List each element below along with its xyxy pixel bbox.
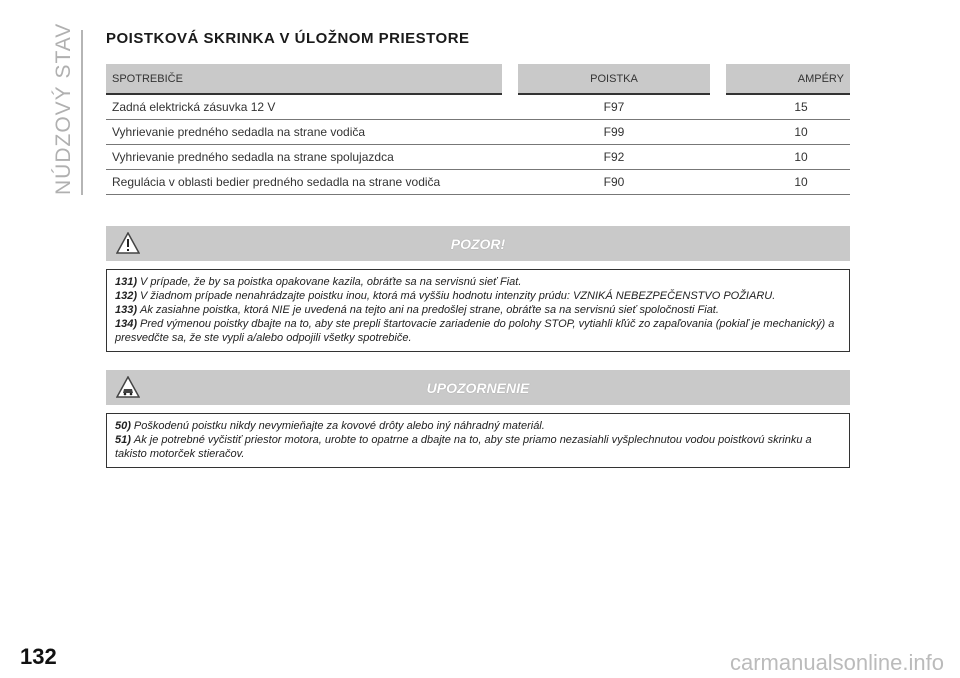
item-number: 132) [115,290,138,302]
item-number: 134) [115,318,138,330]
table-row [106,170,850,195]
consumer-cell: Vyhrievanie predného sedadla na strane vodiča [106,120,510,145]
notice-box [106,370,850,468]
table-row [106,120,850,145]
item-number: 131) [115,276,138,288]
item-text: V žiadnom prípade nenahrádzajte poistku inou, ktorá má vyššiu hodnotu intenzity prúdu: VZNIKÁ NEBEZPEČENSTVO POŽIARU. [140,290,776,302]
fuse-cell: F97 [510,94,718,120]
warning-header [106,226,850,261]
warning-triangle-icon [116,232,140,259]
notice-body [106,413,850,468]
notice-item [115,433,843,461]
ampere-cell: 10 [718,170,850,195]
column-header-amperes: AMPÉRY [718,64,850,94]
watermark: carmanualsonline.info [729,650,944,675]
ampere-cell: 10 [718,145,850,170]
table-header-row [106,64,850,94]
consumer-cell: Zadná elektrická zásuvka 12 V [106,94,510,120]
ampere-cell: 10 [718,120,850,145]
fuse-cell: F99 [510,120,718,145]
column-header-fuse: POISTKA [510,64,718,94]
fuse-cell: F92 [510,145,718,170]
fuse-cell: F90 [510,170,718,195]
warning-item [115,303,843,317]
notice-item [115,419,843,433]
warning-box [106,226,850,352]
item-number: 50) [115,420,131,432]
notice-title: UPOZORNENIE [426,379,530,396]
warning-item [115,289,843,303]
item-text: Pred výmenou poistky dbajte na to, aby ste prepli štartovacie zariadenie do polohy STOP, vytiahli kľúč zo zapaľovania (pokiaľ je mechanický) a presvedčte sa, že ste vypli a/alebo odpojili všetky spotrebiče. [115,318,835,344]
warning-body [106,269,850,352]
page-number: 132 [20,644,57,669]
notice-header [106,370,850,405]
chapter-label: NÚDZOVÝ STAV [52,22,75,195]
fuse-table [106,64,850,195]
table-row [106,145,850,170]
column-header-consumers: SPOTREBIČE [106,64,510,94]
item-text: Poškodenú poistku nikdy nevymieňajte za kovové drôty alebo iný náhradný materiál. [133,420,545,432]
table-row [106,94,850,120]
warning-item [115,275,843,289]
item-text: Ak je potrebné vyčistiť priestor motora, urobte to opatrne a dbajte na to, aby ste priamo nezasiahli vyšplechnutou vodou poistkovú skrinku a takisto motorček stieračov. [115,434,812,460]
warning-item [115,317,843,345]
car-warning-icon [116,376,140,403]
item-number: 133) [115,304,138,316]
item-text: V prípade, že by sa poistka opakovane kazila, obráťte sa na servisnú sieť Fiat. [140,276,522,288]
warning-title: POZOR! [450,235,506,252]
ampere-cell: 15 [718,94,850,120]
consumer-cell: Regulácia v oblasti bedier predného sedadla na strane vodiča [106,170,510,195]
consumer-cell: Vyhrievanie predného sedadla na strane spolujazdca [106,145,510,170]
item-text: Ak zasiahne poistka, ktorá NIE je uvedená na tejto ani na predošlej strane, obráťte sa na servisnú sieť spoločnosti Fiat. [140,304,719,316]
side-rule [81,30,83,195]
item-number: 51) [115,434,131,446]
page-title: POISTKOVÁ SKRINKA V ÚLOŽNOM PRIESTORE [106,30,470,47]
